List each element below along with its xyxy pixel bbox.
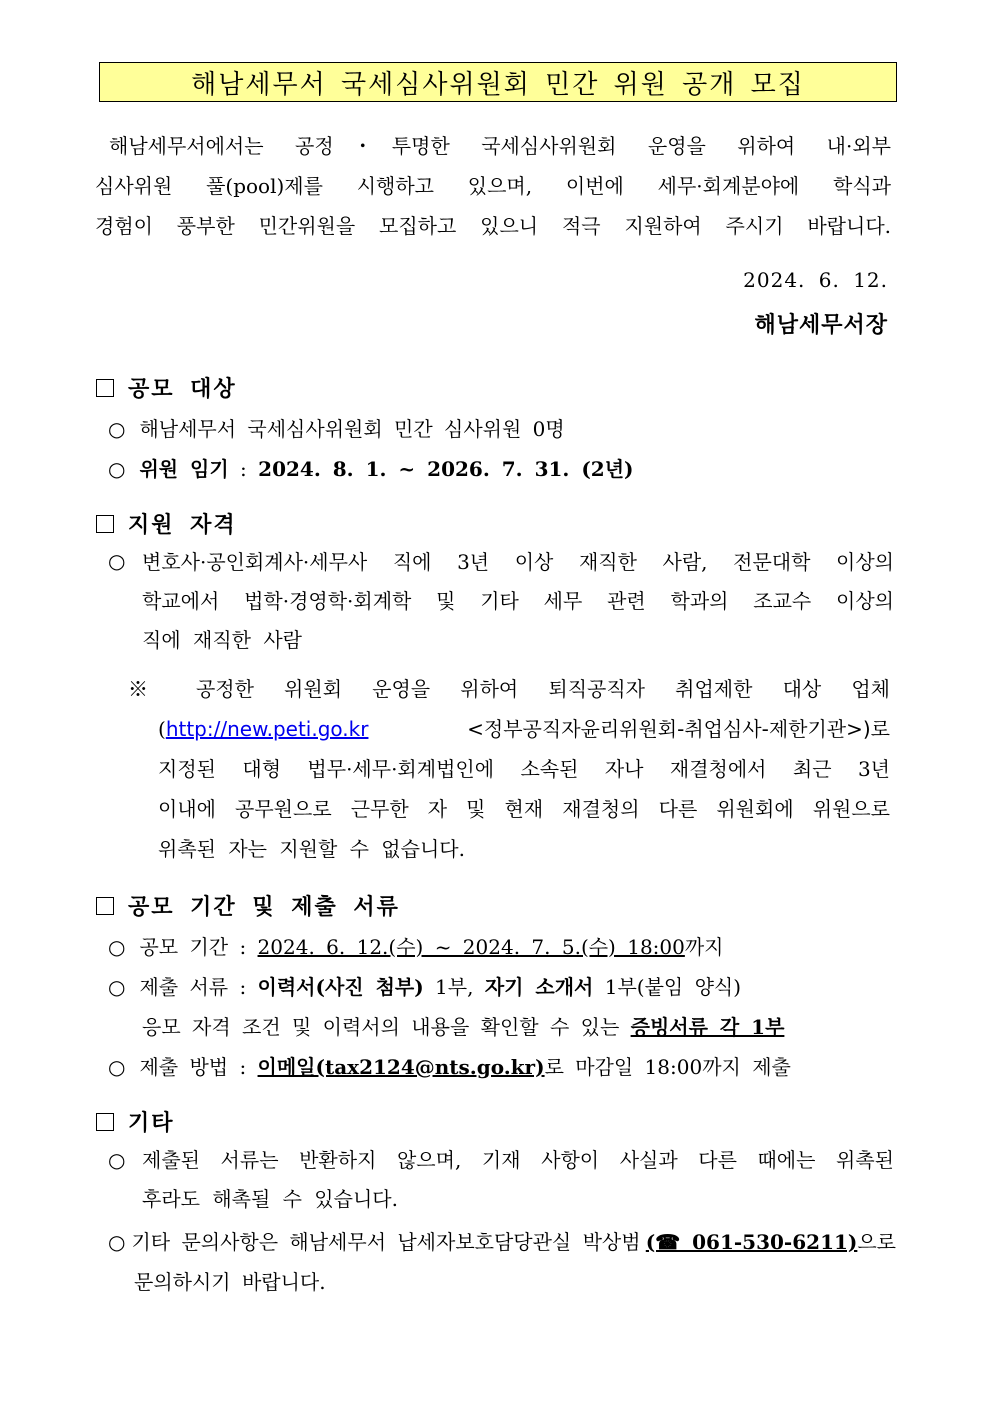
contact-phone: (☎ 061-530-6211) [645, 1230, 858, 1254]
etc-paragraph-1 [142, 1141, 894, 1219]
checkbox-square-icon [96, 379, 114, 397]
intro-paragraph [95, 126, 891, 246]
note-text: <정부공직자윤리위원회-취업심사-제한기관>)로 [368, 717, 890, 741]
circle-bullet-icon: ○ [108, 1055, 126, 1079]
term-value: 2024. 8. 1. ~ 2026. 7. 31. (2년) [258, 457, 634, 481]
signer: 해남세무서장 [754, 312, 888, 338]
item-text: 으로 [857, 1230, 896, 1254]
list-item-continued [134, 1266, 326, 1295]
list-item-continued [142, 1011, 784, 1040]
intro-line: 경험이 풍부한 민간위원을 모집하고 있으니 적극 지원하여 주시기 바랍니다. [95, 214, 891, 238]
note-line: 이내에 공무원으로 근무한 자 및 현재 재결청의 다른 위원회에 위원으로 [158, 797, 890, 821]
note-line: (http://new.peti.go.kr <정부공직자윤리위원회-취업심사-제한기관>)로 [158, 717, 890, 741]
checkbox-square-icon [96, 515, 114, 533]
list-item [108, 1226, 896, 1255]
item-suffix: 까지 [684, 935, 724, 959]
email-address[interactable]: 이메일(tax2124@nts.go.kr) [257, 1055, 545, 1079]
checkbox-square-icon [96, 897, 114, 915]
paragraph-line: 직에 재직한 사람 [142, 628, 302, 652]
circle-bullet-icon: ○ [108, 549, 126, 573]
list-item-bullet [108, 1148, 139, 1172]
item-text: 응모 자격 조건 및 이력서의 내용을 확인할 수 있는 [142, 1015, 631, 1039]
checkbox-square-icon [96, 1113, 114, 1131]
circle-bullet-icon: ○ [108, 417, 126, 441]
note-line: 위촉된 자는 지원할 수 없습니다. [158, 837, 465, 861]
section-title: 지원 자격 [128, 512, 237, 538]
item-text: 문의하시기 바랍니다. [134, 1270, 326, 1294]
paragraph-line: 제출된 서류는 반환하지 않으며, 기재 사항이 사실과 다른 때에는 위촉된 [142, 1148, 894, 1172]
intro-line: 심사위원 풀(pool)제를 시행하고 있으며, 이번에 세무·회계분야에 학식과 [95, 174, 891, 198]
item-text: 1부, [423, 975, 485, 999]
item-text: 1부(붙임 양식) [593, 975, 742, 999]
restriction-note [128, 669, 890, 869]
section-heading-etc [96, 1106, 175, 1137]
section-heading-period [96, 890, 400, 921]
circle-bullet-icon: ○ [108, 1230, 126, 1254]
section-title: 기타 [128, 1110, 175, 1136]
paragraph-line: 학교에서 법학·경영학·회계학 및 기타 세무 관련 학과의 조교수 이상의 [142, 589, 894, 613]
section-title: 공모 대상 [128, 376, 237, 402]
item-label: 공모 기간 : [139, 935, 258, 959]
item-suffix: 로 마감일 18:00까지 제출 [544, 1055, 791, 1079]
list-item [108, 453, 634, 482]
qualification-paragraph [142, 543, 894, 660]
paragraph-line: 후라도 해촉될 수 있습니다. [142, 1187, 398, 1211]
circle-bullet-icon: ○ [108, 975, 126, 999]
list-item [108, 1051, 791, 1080]
period-value: 2024. 6. 12.(수) ~ 2024. 7. 5.(수) 18:00 [257, 935, 685, 959]
section-title: 공모 기간 및 제출 서류 [128, 894, 400, 920]
page-title: 해남세무서 국세심사위원회 민간 위원 공개 모집 [99, 62, 897, 102]
doc-resume: 이력서(사진 첨부) [257, 975, 424, 999]
doc-intro: 자기 소개서 [484, 975, 594, 999]
item-text: 해남세무서 국세심사위원회 민간 심사위원 0명 [139, 417, 565, 441]
circle-bullet-icon: ○ [108, 1148, 126, 1172]
separator: : [228, 457, 259, 481]
item-text: 기타 문의사항은 해남세무서 납세자보호담당관실 박상범 [131, 1230, 641, 1254]
intro-line: 해남세무서에서는 공정・투명한 국세심사위원회 운영을 위하여 내·외부 [109, 134, 891, 158]
circle-bullet-icon: ○ [108, 935, 126, 959]
circle-bullet-icon: ○ [108, 457, 126, 481]
list-item [108, 931, 724, 960]
note-line: 지정된 대형 법무·세무·회계법인에 소속된 자나 재결청에서 최근 3년 [158, 757, 890, 781]
note-line: ※ 공정한 위원회 운영을 위하여 퇴직공직자 취업제한 대상 업체 [128, 677, 890, 701]
item-label: 제출 서류 : [139, 975, 258, 999]
list-item [108, 413, 565, 442]
list-item [108, 971, 741, 1000]
section-heading-qualification [96, 508, 237, 539]
paragraph-line: 변호사·공인회계사·세무사 직에 3년 이상 재직한 사람, 전문대학 이상의 [142, 550, 894, 574]
item-label: 제출 방법 : [139, 1055, 258, 1079]
section-heading-target [96, 372, 237, 403]
peti-link[interactable]: http://new.peti.go.kr [165, 717, 369, 741]
term-label: 위원 임기 [139, 457, 229, 481]
notice-date: 2024. 6. 12. [743, 268, 888, 292]
list-item-bullet [108, 549, 139, 573]
doc-proof: 증빙서류 각 1부 [630, 1015, 785, 1039]
